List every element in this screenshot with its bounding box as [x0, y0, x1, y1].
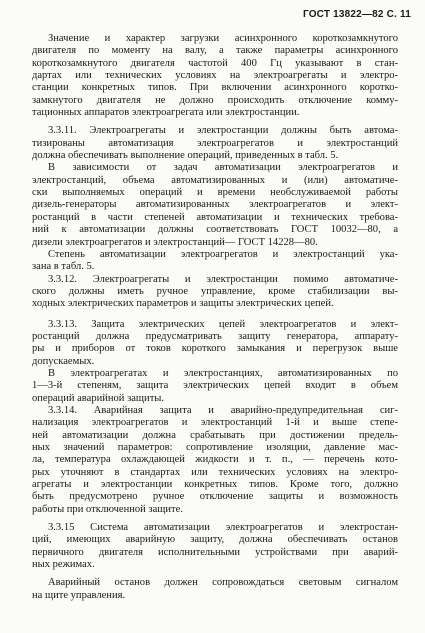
text-line: 3.3.15 Система автоматизации электроагрегатов и электростан- [48, 522, 398, 534]
text-line: ходных электрических параметров и защиты электрических цепей. [32, 298, 334, 310]
text-line: рых уточняют в стандартах или технических условиях на электро- [32, 466, 398, 478]
text-line: ла, температура охлаждающей жидкости и т. п., — перечень кото- [32, 454, 398, 466]
text-line: В электроагрегатах и электростанциях, автоматизированных по [48, 367, 398, 379]
text-line: ных режимах. [32, 559, 95, 571]
text-line: Аварийный останов должен сопровождаться световым сигналом [48, 577, 398, 589]
text-line: 3.3.11. Электроагрегаты и электростанции должны быть автома- [48, 125, 398, 137]
text-line: ней автоматизации должна срабатывать при достижении предель- [32, 429, 398, 441]
text-line: 3.3.12. Электроагрегаты и электростанции помимо автоматиче- [48, 273, 398, 285]
text-line: Степень автоматизации электроагрегатов и электростанций ука- [48, 248, 398, 260]
text-line: ций, имеющих аварийную защиту, должна обеспечивать останов [32, 534, 398, 546]
clause-3-3-13 [32, 319, 398, 368]
text-line: тизированы автоматизация электроагрегатов и электростанций [32, 137, 398, 149]
text-line: допускаемых. [32, 355, 95, 367]
paragraph [32, 577, 398, 602]
text-line: 3.3.13. Защита электрических цепей электроагрегатов и элект- [48, 318, 398, 330]
paragraph [32, 249, 398, 274]
text-line: двигателя по моменту на валу, а также параметры асинхронного [32, 45, 398, 57]
text-line: первичного двигателя исполнительными устройствами при аварий- [32, 546, 398, 558]
clause-3-3-12 [32, 274, 398, 311]
text-line: ростанций в части степеней автоматизации и технических требова- [32, 211, 398, 223]
text-line: агрегаты и электростанции конкретных типов. Кроме того, должно [32, 479, 398, 491]
text-line: ского должны иметь ручное управление, кроме стабилизации вы- [32, 285, 398, 297]
paragraph [32, 33, 398, 119]
text-line: тационных аппаратов электроагрегата или электростанции. [32, 107, 300, 119]
text-line: дизель-генераторы автоматизированных электроагрегатов и элект- [32, 199, 398, 211]
text-line: зана в табл. 5. [32, 261, 95, 273]
text-line: электростанций, объема автоматизированных и (или) автоматиче- [32, 174, 398, 186]
text-line: ски выполняемых операций и времени необслуживаемой работы [32, 187, 398, 199]
text-line: ных значений параметров: сопротивление изоляции, давление мас- [32, 442, 398, 453]
text-line: 1—3-й степеням, защита электрических цепей входит в объем [32, 380, 398, 392]
clause-3-3-14 [32, 405, 398, 516]
running-head: ГОСТ 13822—82 С. 11 [302, 9, 411, 20]
text-line: должна обеспечивать выполнение операций, приведенных в табл. 5. [32, 150, 339, 162]
text-line: операций аварийной защиты. [32, 392, 165, 404]
clause-3-3-15 [32, 522, 398, 571]
text-line: ростанций должна предусматривать защиту генератора, аппарату- [32, 330, 398, 342]
text-line: короткозамкнутого двигателя частотой 400 Гц указывают в стан- [32, 57, 398, 69]
text-line: на щите управления. [32, 589, 126, 601]
text-line: замкнутого двигателя не должно происходить отключение комму- [32, 94, 398, 106]
text-line: Значение и характер загрузки асинхронного короткозамкнутого [48, 33, 398, 44]
text-line: 3.3.14. Аварийная защита и аварийно-предупредительная сиг- [48, 404, 398, 416]
text-line: ний к автоматизации должны соответствовать ГОСТ 10032—80, а [32, 224, 398, 236]
paragraph [32, 368, 398, 405]
text-line: дартах или технических условиях на электроагрегаты и электро- [32, 70, 398, 82]
body-text [32, 33, 398, 602]
clause-3-3-11 [32, 125, 398, 162]
text-line: дизели электроагрегатов и электростанций— ГОСТ 14228—80. [32, 236, 318, 248]
text-line: ры и приборов от токов короткого замыкания и перегрузок выше [32, 343, 398, 355]
text-line: нализация электроагрегатов и электростанций 1-й и выше степе- [32, 417, 398, 429]
text-line: станции конкретных типов. При включении асинхронного коротко- [32, 82, 398, 94]
text-line: быть предусмотрено ручное отключение защиты и возможность [32, 491, 398, 503]
text-line: В зависимости от задач автоматизации электроагрегатов и [48, 162, 398, 174]
paragraph [32, 162, 398, 248]
text-line: работы при отключенной защите. [32, 503, 183, 515]
